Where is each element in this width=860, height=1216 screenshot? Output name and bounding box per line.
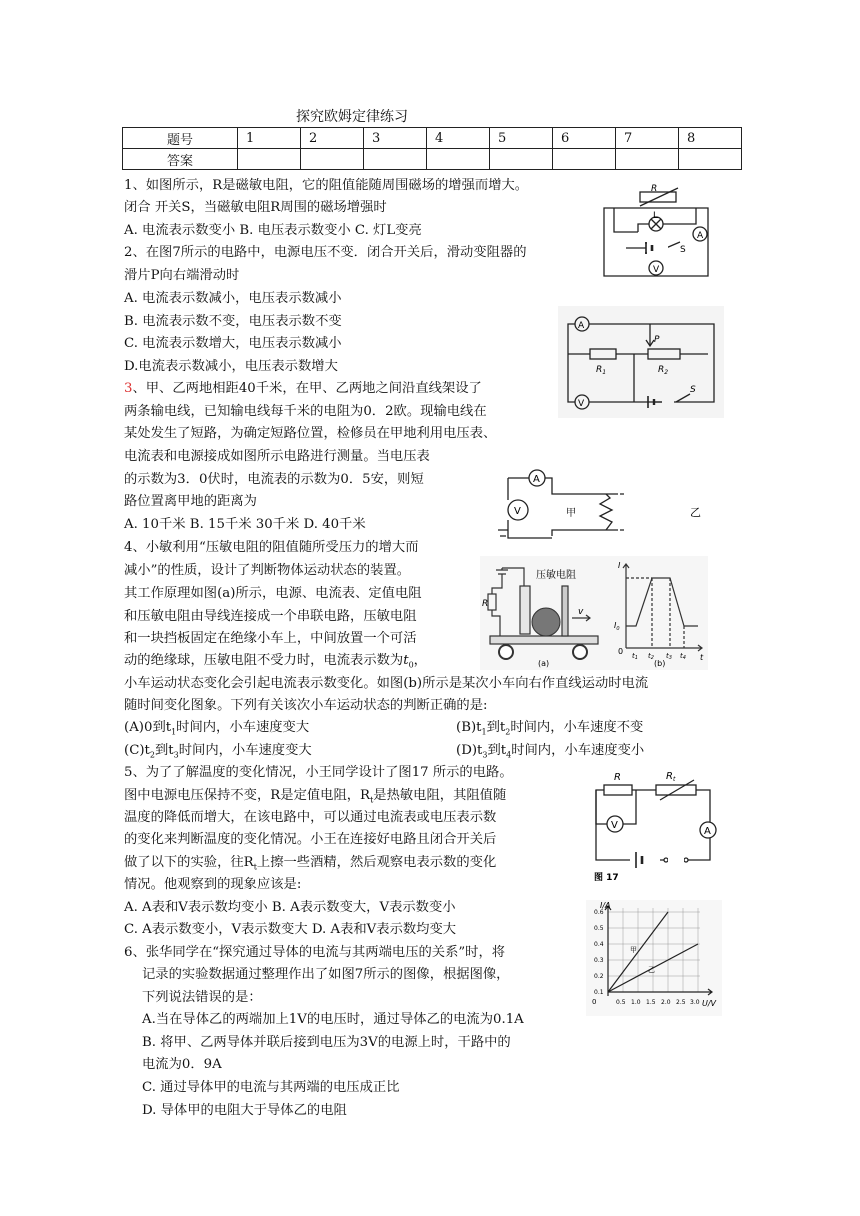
q4-var: t [403,653,409,668]
q4-sub: 3 [482,750,488,760]
q4-line-text: ， [413,653,427,668]
fig2-label-v: V [578,399,585,409]
q4-sub: 2 [505,727,511,737]
fig6-xtick: 2.0 [661,999,671,1006]
q1-line: 闭合 开关S，当磁敏电阻R周围的磁场增强时 [124,200,387,215]
fig6-xtick: 2.5 [676,999,686,1006]
q6-option-a: A.当在导体乙的两端加上1V的电压时，通过导体乙的电流为0.1A [142,1012,524,1027]
fig1-label-a: A [697,231,704,241]
q3-line-text: 、甲、乙两地相距40千米，在甲、乙两地之间沿直线架设了 [132,381,482,396]
q4-text: 到t [486,720,506,735]
fig1-label-v: V [653,265,660,275]
q3-line: 电流表和电源接成如图所示电路进行测量。当电压表 [124,449,430,464]
fig4-t3-sub: 3 [668,655,672,661]
fig5-rt-base: R [666,771,673,782]
figure-q6-graph [586,900,722,1016]
fig6-ytick: 0.4 [594,941,604,948]
fig2-r2-sub: 2 [664,369,669,376]
answer-cell[interactable] [364,149,427,170]
q5-line: 的变化来判断温度的变化情况。小王在连接好电路且闭合开关后 [124,832,497,847]
q6-line: 6、张华同学在“探究通过导体的电流与其两端电压的关系”时，将 [124,945,506,960]
fig5-label-v: V [611,820,618,831]
fig4-label-a: (a) [538,659,550,668]
q4-line: 和一块挡板固定在绝缘小车上，中间放置一个可活 [124,631,417,646]
q2-line: 滑片P向右端滑动时 [124,268,240,283]
q6-option-b: 电流为0．9A [142,1057,222,1072]
q4-text: 时间内，小车速度变大 [176,720,310,735]
fig6-ytick: 0.1 [594,989,604,996]
q4-line: 和压敏电阻由导线连接成一个串联电路，压敏电阻 [124,609,417,624]
q4-sub: 2 [149,750,155,760]
fig5-label-r: R [614,772,621,783]
q4-sub: 1 [481,727,487,737]
fig4-label-t: t [700,653,704,662]
q3-line: 某处发生了短路，为确定短路位置，检修员在甲地利用电压表、 [124,426,497,441]
q5-text: 上擦一些酒精，然后观察电表示数的变化 [256,855,497,870]
q2-option-c: C. 电流表示数增大，电压表示数减小 [124,336,342,351]
fig3-label-jia: 甲 [566,508,576,519]
fig4-label-b: (b) [654,659,666,668]
number-cell: 7 [616,128,679,149]
table-row [123,128,742,149]
fig2-r2-base: R [658,365,665,375]
fig5-label-rt [666,771,676,783]
fig4-t4-sub: 4 [682,655,686,661]
fig4-label-r: R [482,599,489,609]
q5-line: 情况。他观察到的现象应该是: [124,877,302,892]
q2-line: 2、在图7所示的电路中，电源电压不变．闭合开关后，滑动变阻器的 [124,245,527,260]
figure-q3-circuit [494,458,724,550]
fig2-label-p: P [654,335,660,345]
q5-line: 温度的降低而增大，在该电路中，可以通过电流表或电压表示数 [124,810,497,825]
fig4-t2-sub: 2 [650,655,654,661]
q5-text: 做了以下的实验，往R [124,855,254,870]
q4-text: (C)t [124,743,150,758]
fig6-ytick: 0.5 [594,925,604,932]
q6-line: 下列说法错误的是： [142,990,262,1005]
fig6-jia-label: 甲 [630,946,637,954]
fig3-label-a: A [533,474,540,485]
number-cell: 8 [679,128,742,149]
number-cell: 4 [427,128,490,149]
fig6-y-label: I/A [600,901,611,910]
q2-option-a: A. 电流表示数减小，电压表示数减小 [124,291,342,306]
fig4-label-pressure: 压敏电阻 [536,570,576,581]
fig4-label-i: I [618,561,621,570]
fig1-label-l: L [653,211,659,221]
fig6-ytick: 0.2 [594,973,604,980]
q6-option-b: B. 将甲、乙两导体并联后接到电压为3V的电源上时，干路中的 [142,1035,511,1050]
fig1-label-r: R [651,184,658,194]
q4-line-text: 动的绝缘球，压敏电阻不受力时，电流表示数为 [124,653,404,668]
answer-cell[interactable] [490,149,553,170]
q4-sub: 3 [173,750,179,760]
q4-line: 随时间变化图象。下列有关该次小车运动状态的判断正确的是: [124,698,488,713]
figure-q2-circuit [558,306,724,418]
q6-option-c: C. 通过导体甲的电流与其两端的电压成正比 [142,1080,400,1095]
fig2-r1-sub: 1 [602,369,607,376]
q2-option-b: B. 电流表示数不变，电压表示数不变 [124,314,342,329]
q4-line: 其工作原理如图(a)所示，电源、电流表、定值电阻 [124,586,422,601]
q4-sub: 1 [171,727,177,737]
q3-line [124,378,482,400]
fig6-xtick: 1.5 [646,999,656,1006]
q3-line: 路位置离甲地的距离为 [124,494,257,509]
q5-sub: t [253,862,257,872]
number-cell: 2 [301,128,364,149]
number-cell: 5 [490,128,553,149]
answer-cell[interactable] [301,149,364,170]
fig3-label-yi: 乙 [690,506,701,519]
number-cell: 3 [364,128,427,149]
q5-text: 是热敏电阻，其阻值随 [373,788,507,803]
q3-line: 两条输电线，已知输电线每千米的电阻为0．2欧。现输电线在 [124,404,487,419]
figure-q5-circuit [590,768,722,882]
q4-text: 到t [155,743,174,758]
fig6-origin: 0 [592,998,597,1006]
answer-label-cell: 答案 [123,149,238,170]
fig4-label-v: v [578,607,584,617]
q4-sub: 4 [506,750,512,760]
q4-text: 时间内，小车速度不变 [510,720,644,735]
fig6-ytick: 0.3 [594,957,604,964]
answer-table [122,127,742,170]
fig6-ytick: 0.6 [594,909,604,916]
answer-cell[interactable] [427,149,490,170]
fig6-xtick: 0.5 [616,999,626,1006]
fig4-i0-sub: 0 [616,626,620,632]
fig6-xtick: 3.0 [690,999,700,1006]
fig4-t2-base: t [648,652,651,660]
q4-text: 时间内，小车速度变小 [511,743,645,758]
q6-option-d: D. 导体甲的电阻大于导体乙的电阻 [142,1103,347,1118]
q4-text: (A)0到t [124,720,172,735]
fig6-yi-label: 乙 [648,966,655,974]
q5-options-row: C. A表示数变小，V表示数变大 D. A表和V表示数均变大 [124,922,457,937]
q1-line: 1、如图所示，R是磁敏电阻，它的阻值能随周围磁场的增强而增大。 [124,178,529,193]
fig5-rt-sub: t [672,776,676,783]
figure-q4-device [480,556,708,670]
q3-line: 的示数为3．0伏时，电流表的示数为0．5安，则短 [124,472,424,487]
fig6-xtick: 1.0 [631,999,641,1006]
answer-cell[interactable] [553,149,616,170]
fig4-t1-sub: 1 [634,655,638,661]
fig6-x-label: U/V [702,999,717,1008]
fig4-label-origin: 0 [618,647,624,656]
number-cell: 6 [553,128,616,149]
q4-line: 小车运动状态变化会引起电流表示数变化。如图(b)所示是某次小车向右作直线运动时电流 [124,676,649,691]
answer-cell[interactable] [238,149,301,170]
q4-sub: 0 [408,660,414,670]
q5-line: 5、为了了解温度的变化情况，小王同学设计了图17 所示的电路。 [124,765,513,780]
table-row [123,149,742,170]
q4-text: 时间内，小车速度变大 [178,743,312,758]
fig5-label-a: A [704,826,711,837]
q2-option-d: D.电流表示数减小，电压表示数增大 [124,359,338,374]
header-label-cell: 题号 [123,128,238,149]
fig2-label-s: S [690,385,696,395]
q3-number: 3 [124,381,133,396]
q1-options: A. 电流表示数变小 B. 电压表示数变小 C. 灯L变亮 [124,223,422,238]
page-title: 探究欧姆定律练习 [296,109,408,125]
number-cell: 1 [238,128,301,149]
q3-options: A. 10千米 B. 15千米 30千米 D. 40千米 [124,517,366,532]
q4-text: 到t [487,743,507,758]
fig4-t4-base: t [680,652,683,660]
q5-options-row: A. A表和V表示数均变小 B. A表示数变大，V表示数变小 [124,900,456,915]
fig4-t1-base: t [632,652,635,660]
q5-sub: t [370,795,374,805]
q4-line: 减小”的性质，设计了判断物体运动状态的装置。 [124,563,411,578]
answer-cell[interactable] [679,149,742,170]
fig4-i0-base: I [614,621,617,630]
answer-cell[interactable] [616,149,679,170]
q4-line: 4、小敏利用“压敏电阻的阻值随所受压力的增大而 [124,540,419,555]
fig2-r1-base: R [596,365,603,375]
fig5-caption: 图 17 [594,873,619,882]
q4-text: (B)t [456,720,482,735]
figure-q1-circuit [596,180,716,286]
fig2-label-a: A [578,321,585,331]
fig4-t3-base: t [666,652,669,660]
fig1-label-s: S [680,245,686,255]
q4-text: (D)t [456,743,483,758]
fig3-label-v: V [514,506,521,517]
q5-text: 图中电源电压保持不变，R是定值电阻，R [124,788,371,803]
q6-line: 记录的实验数据通过整理作出了如图7所示的图像，根据图像， [142,967,510,982]
